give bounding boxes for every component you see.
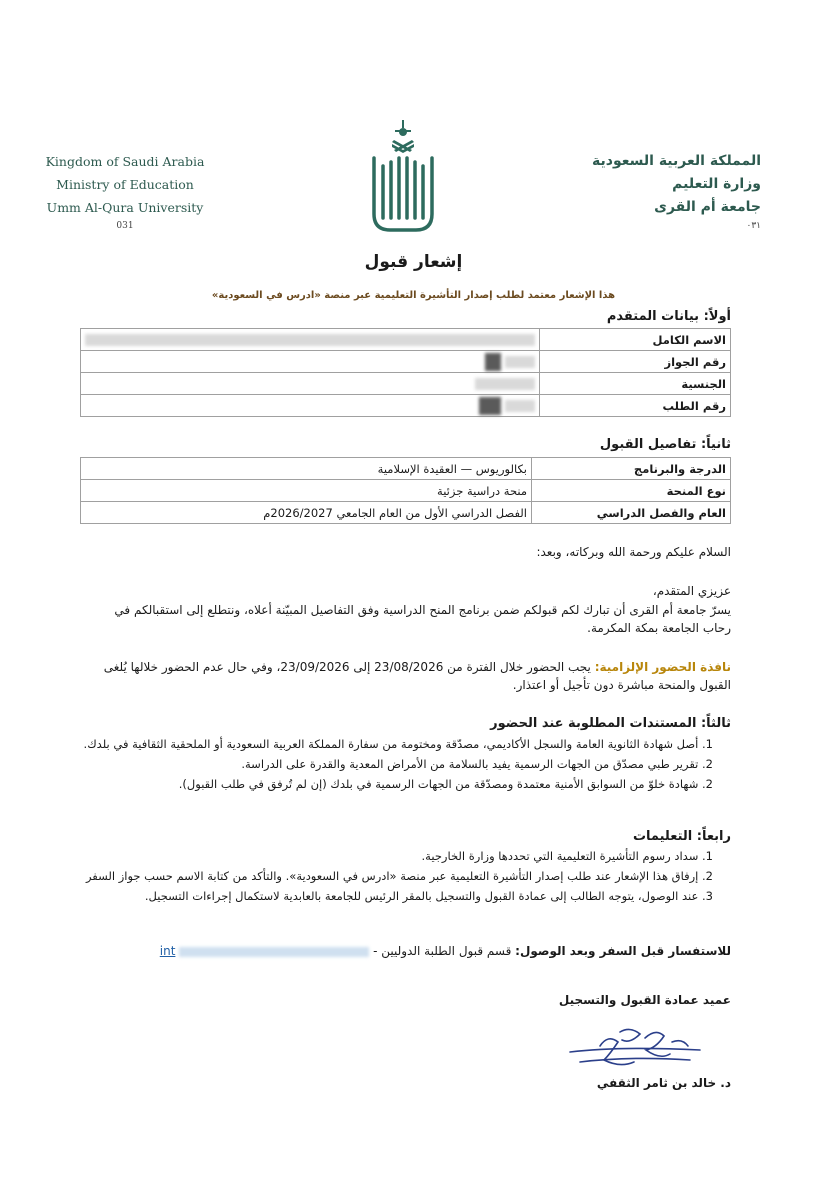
documents-section-heading: ثالثاً: المستندات المطلوبة عند الحضور bbox=[490, 716, 731, 731]
english-line-country: Kingdom of Saudi Arabia bbox=[45, 154, 205, 169]
applicant-label-name: الاسم الكامل bbox=[540, 329, 731, 351]
admission-label-scholarship: نوع المنحة bbox=[532, 480, 731, 502]
arabic-letterhead bbox=[591, 150, 761, 233]
admission-label-degree: الدرجة والبرنامج bbox=[532, 458, 731, 480]
salutation: عزيزي المتقدم، bbox=[652, 584, 731, 598]
redaction-block bbox=[475, 378, 535, 390]
list-number: 2. bbox=[702, 757, 713, 771]
arabic-line-country: المملكة العربية السعودية bbox=[592, 153, 761, 169]
contact-line bbox=[91, 942, 731, 960]
instructions-section-heading: رابعاً: التعليمات bbox=[632, 829, 731, 844]
applicant-value-nationality bbox=[81, 373, 540, 395]
attendance-text: يجب الحضور خلال الفترة من 23/08/2026 إلى 23/09/2026، وفي حال عدم الحضور خلالها يُلغى القبول والمنحة مباشرة دون تأجيل أو اعتذار. bbox=[103, 660, 731, 692]
admission-section-heading: ثانياً: تفاصيل القبول bbox=[599, 437, 731, 452]
list-item bbox=[73, 736, 713, 753]
table-row bbox=[81, 502, 731, 524]
applicant-value-request-number bbox=[81, 395, 540, 417]
applicant-label-request-number: رقم الطلب bbox=[540, 395, 731, 417]
admission-label-term: العام والفصل الدراسي bbox=[532, 502, 731, 524]
list-number: 2. bbox=[702, 777, 713, 791]
english-code: 031 bbox=[116, 221, 134, 231]
redaction-block bbox=[485, 353, 501, 371]
table-row bbox=[81, 480, 731, 502]
applicant-value-name bbox=[81, 329, 540, 351]
document-item-2: تقرير طبي مصدّق من الجهات الرسمية يفيد بالسلامة من الأمراض المعدية والقدرة على الدراسة. bbox=[241, 757, 699, 771]
instructions-list bbox=[73, 848, 731, 908]
instruction-item-1: سداد رسوم التأشيرة التعليمية التي تحددها وزارة الخارجية. bbox=[421, 849, 699, 863]
redaction-block bbox=[479, 397, 501, 415]
english-line-ministry: Ministry of Education bbox=[56, 177, 194, 192]
arabic-code: ٠٣١ bbox=[746, 221, 761, 231]
document-subtitle: هذا الإشعار معتمد لطلب إصدار التأشيرة التعليمية عبر منصة «ادرس في السعودية» bbox=[211, 290, 616, 301]
table-row bbox=[81, 351, 731, 373]
list-item bbox=[73, 756, 713, 773]
list-number: 1. bbox=[702, 737, 713, 751]
document-item-3: شهادة خلوّ من السوابق الأمنية معتمدة ومصدّقة من الجهات الرسمية في بلدك (إن لم تُرفق في طلب القبول). bbox=[178, 777, 699, 791]
list-item bbox=[73, 848, 713, 865]
english-letterhead bbox=[40, 150, 210, 233]
instruction-item-3: عند الوصول، يتوجه الطالب إلى عمادة القبول والتسجيل بالمقر الرئيس للجامعة بالعابدية لاستكمال إجراءات التسجيل. bbox=[144, 889, 699, 903]
handwritten-signature bbox=[560, 1020, 710, 1080]
table-row bbox=[81, 373, 731, 395]
attendance-notice bbox=[91, 658, 731, 694]
applicant-label-nationality: الجنسية bbox=[540, 373, 731, 395]
contact-email-link[interactable]: int bbox=[159, 944, 176, 958]
redaction-block bbox=[85, 334, 535, 346]
redaction-block bbox=[505, 356, 535, 368]
university-logo-icon bbox=[368, 118, 438, 236]
list-number: 3. bbox=[702, 889, 713, 903]
applicant-value-passport bbox=[81, 351, 540, 373]
instruction-item-2: إرفاق هذا الإشعار عند طلب إصدار التأشيرة التعليمية عبر منصة «ادرس في السعودية». والتأكد من كتابة الاسم حسب جواز السفر bbox=[85, 869, 699, 883]
table-row bbox=[81, 395, 731, 417]
applicant-label-passport: رقم الجواز bbox=[540, 351, 731, 373]
arabic-line-university: جامعة أم القرى bbox=[654, 199, 761, 215]
greeting: السلام عليكم ورحمة الله وبركاته، وبعد: bbox=[536, 545, 731, 559]
list-item bbox=[73, 868, 713, 885]
english-line-university: Umm Al-Qura University bbox=[46, 200, 204, 215]
signatory-title: عميد عمادة القبول والتسجيل bbox=[558, 993, 731, 1007]
arabic-line-ministry: وزارة التعليم bbox=[672, 176, 761, 192]
signatory-name: د. خالد بن ثامر الثقفي bbox=[596, 1076, 731, 1090]
contact-department: قسم قبول الطلبة الدوليين - bbox=[369, 944, 516, 958]
list-number: 1. bbox=[702, 849, 713, 863]
admission-value-term: الفصل الدراسي الأول من العام الجامعي 2026/2027م bbox=[81, 502, 532, 524]
admission-value-degree: بكالوريوس — العقيدة الإسلامية bbox=[81, 458, 532, 480]
table-row bbox=[81, 329, 731, 351]
redaction-block bbox=[179, 947, 369, 957]
list-number: 2. bbox=[702, 869, 713, 883]
document-item-1: أصل شهادة الثانوية العامة والسجل الأكاديمي، مصدّقة ومختومة من سفارة المملكة العربية السعودية أو الملحقية الثقافية في بلدك. bbox=[83, 737, 699, 751]
attendance-label: نافذة الحضور الإلزامية: bbox=[594, 660, 731, 674]
contact-label: للاستفسار قبل السفر وبعد الوصول: bbox=[515, 944, 731, 958]
document-title: إشعار قبول bbox=[364, 252, 463, 272]
applicant-table bbox=[80, 328, 731, 417]
applicant-section-heading: أولاً: بيانات المتقدم bbox=[606, 309, 731, 324]
admission-table bbox=[80, 457, 731, 524]
table-row bbox=[81, 458, 731, 480]
documents-list bbox=[73, 736, 731, 796]
admission-value-scholarship: منحة دراسية جزئية bbox=[81, 480, 532, 502]
redaction-block bbox=[505, 400, 535, 412]
list-item bbox=[73, 888, 713, 905]
list-item bbox=[73, 776, 713, 793]
acceptance-body: يسرّ جامعة أم القرى أن تبارك لكم قبولكم ضمن برنامج المنح الدراسية وفق التفاصيل المبيّنة أعلاه، ونتطلع إلى استقبالكم في رحاب الجامعة بمكة المكرمة. bbox=[114, 603, 731, 635]
